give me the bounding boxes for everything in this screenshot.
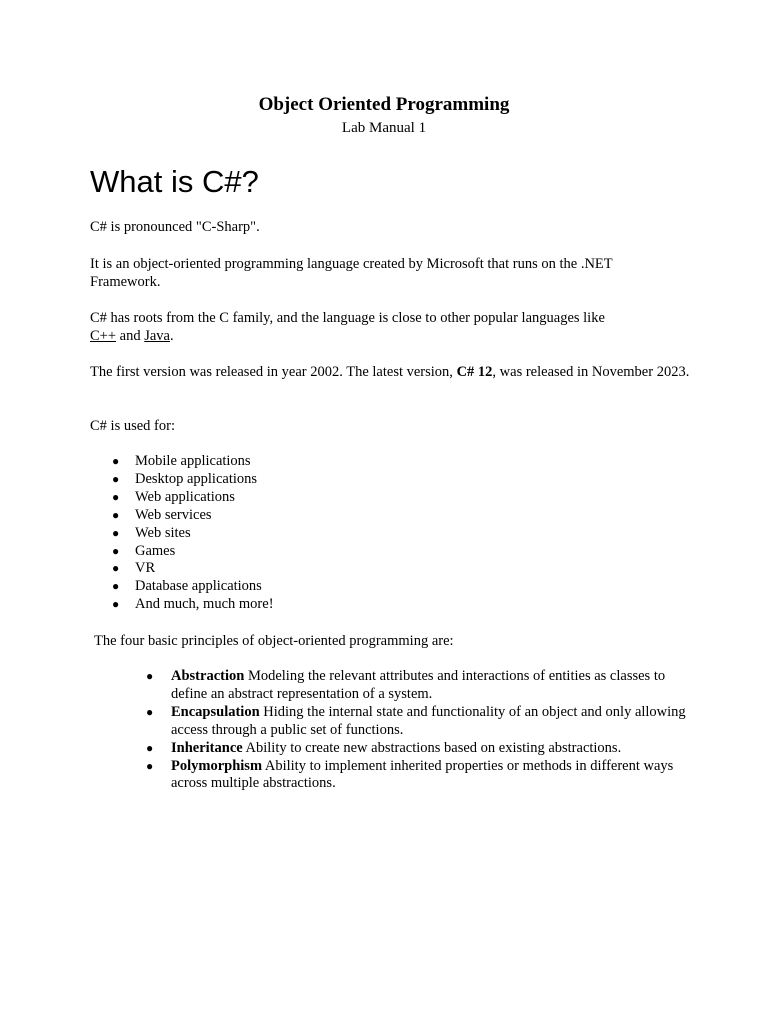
bullet-icon: ● xyxy=(112,561,120,576)
list-item-text: Database applications xyxy=(135,578,262,595)
list-item-text: Web applications xyxy=(135,488,235,505)
principle-item xyxy=(146,668,686,704)
list-item xyxy=(90,543,274,561)
paragraph-description: It is an object-oriented programming language created by Microsoft that runs on the .NET Framework. xyxy=(90,256,613,290)
principle-description: Ability to create new abstractions based on existing abstractions. xyxy=(242,739,622,756)
bullet-icon: ● xyxy=(146,740,154,755)
principle-item xyxy=(146,704,686,740)
paragraph-pronunciation: C# is pronounced "C-Sharp". xyxy=(90,219,260,235)
document-subtitle: Lab Manual 1 xyxy=(341,120,427,136)
uses-list xyxy=(90,453,274,614)
roots-text-middle: and xyxy=(116,328,145,344)
paragraph-versions xyxy=(90,363,690,381)
list-item-text: And much, much more! xyxy=(135,596,274,613)
principle-description: Modeling the relevant attributes and interactions of entities as classes to define an abstract representation of a system. xyxy=(171,668,666,702)
list-item xyxy=(90,453,274,471)
principle-item xyxy=(146,740,686,758)
bullet-icon: ● xyxy=(146,758,154,773)
versions-text-before: The first version was released in year 2002. The latest version, xyxy=(90,364,457,380)
list-item-text: Games xyxy=(135,542,176,559)
bullet-icon: ● xyxy=(146,669,154,683)
versions-text-after: , was released in November 2023. xyxy=(492,364,690,380)
principle-term: Abstraction xyxy=(171,668,245,684)
bullet-icon: ● xyxy=(112,471,120,486)
principles-list xyxy=(146,668,686,793)
bullet-icon: ● xyxy=(146,704,154,719)
list-item-text: Desktop applications xyxy=(135,470,258,487)
list-item-text: Mobile applications xyxy=(135,453,251,469)
principle-term: Encapsulation xyxy=(171,703,260,720)
principle-description: Ability to implement inherited properties or methods in different ways across multiple abstractions. xyxy=(171,757,674,792)
list-item xyxy=(90,507,274,525)
list-item xyxy=(90,525,274,543)
paragraph-principles-intro: The four basic principles of object-oriented programming are: xyxy=(94,633,454,649)
principle-description: Hiding the internal state and functionality of an object and only allowing access through a public set of functions. xyxy=(171,703,686,738)
bullet-icon: ● xyxy=(112,489,120,504)
document-title: Object Oriented Programming xyxy=(258,94,510,115)
list-item-text: Web services xyxy=(135,506,212,523)
bullet-icon: ● xyxy=(112,597,120,612)
list-item xyxy=(90,489,274,507)
bullet-icon: ● xyxy=(112,507,120,522)
java-link[interactable]: Java xyxy=(144,328,170,344)
bullet-icon: ● xyxy=(112,454,120,468)
list-item-text: Web sites xyxy=(135,524,191,541)
list-item xyxy=(90,596,274,614)
section-heading: What is C#? xyxy=(90,164,259,199)
paragraph-roots xyxy=(90,309,620,345)
bullet-icon: ● xyxy=(112,579,120,594)
list-item xyxy=(90,560,274,578)
bullet-icon: ● xyxy=(112,543,120,558)
paragraph-used-for: C# is used for: xyxy=(90,418,175,434)
latest-version: C# 12 xyxy=(456,364,493,380)
principle-term: Inheritance xyxy=(171,739,243,756)
list-item xyxy=(90,471,274,489)
cpp-link[interactable]: C++ xyxy=(90,328,117,344)
principle-item xyxy=(146,758,686,794)
list-item xyxy=(90,578,274,596)
roots-text-after: . xyxy=(169,328,174,344)
bullet-icon: ● xyxy=(112,525,120,540)
principle-term: Polymorphism xyxy=(171,757,263,774)
roots-text-before: C# has roots from the C family, and the language is close to other popular languages like xyxy=(90,310,605,326)
list-item-text: VR xyxy=(135,560,156,577)
